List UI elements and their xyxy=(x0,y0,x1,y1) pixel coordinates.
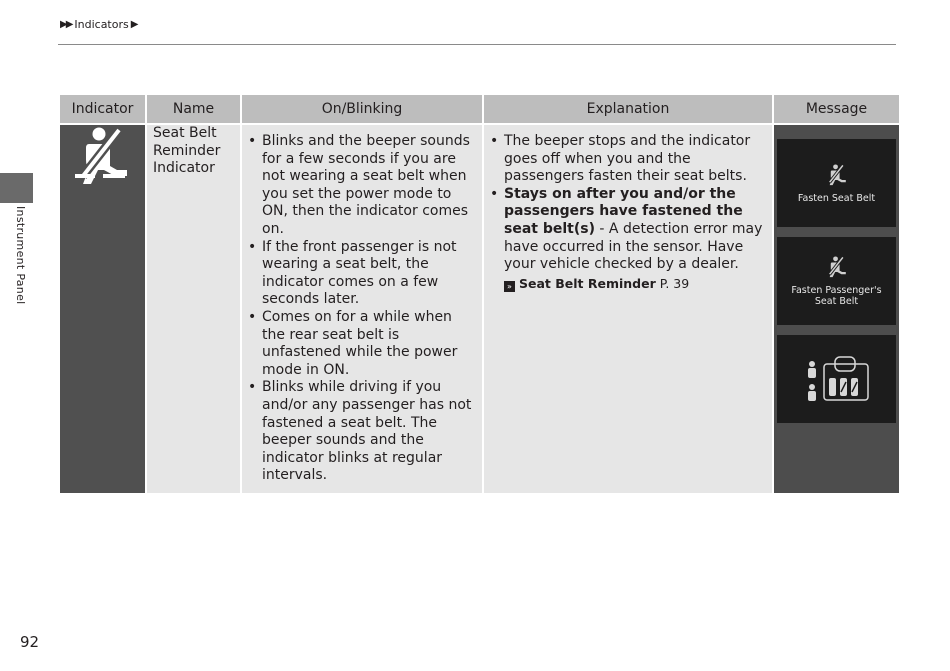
chapter-label: Instrument Panel xyxy=(14,206,27,305)
page-number: 92 xyxy=(20,633,40,651)
header-indicator: Indicator xyxy=(60,95,145,123)
seat-belt-status-icon xyxy=(802,354,872,404)
explanation-list xyxy=(488,133,764,274)
list-item xyxy=(488,186,764,274)
header-on-blinking: On/Blinking xyxy=(242,95,482,123)
list-item: • Blinks while driving if you and/or any passenger has not fastened a seat belt. The beeper sounds and the indicator blinks at regular intervals. xyxy=(246,379,474,485)
reference-arrow-icon: » xyxy=(504,281,515,292)
seat-belt-icon xyxy=(826,255,848,281)
message-text: Fasten Seat Belt xyxy=(797,192,876,204)
header-message: Message xyxy=(774,95,899,123)
message-cell xyxy=(774,125,899,493)
list-item: • The beeper stops and the indicator goes off when you and the passengers fasten their seat belts. xyxy=(488,133,764,186)
seat-belt-reminder-icon xyxy=(73,126,133,192)
breadcrumb-end-arrow: ▶ xyxy=(130,19,139,30)
breadcrumb-title[interactable]: Indicators xyxy=(74,18,129,31)
indicator-name-line: Reminder xyxy=(153,142,221,159)
explanation-bold: Stays on after you and/or the passengers have fastened the seat belt(s) xyxy=(504,185,743,237)
indicator-name-line: Seat Belt xyxy=(153,125,217,141)
cross-reference[interactable] xyxy=(488,275,764,293)
reference-title[interactable]: Seat Belt Reminder xyxy=(519,275,656,291)
indicator-name-cell xyxy=(147,125,240,493)
message-text-line: Seat Belt xyxy=(814,296,859,307)
message-screen-seat-belt-status xyxy=(777,335,896,423)
table-row xyxy=(60,125,899,493)
reference-page: P. 39 xyxy=(655,275,690,291)
list-item: • If the front passenger is not wearing a seat belt, the indicator comes on a few seconds later. xyxy=(246,239,474,309)
seat-belt-icon xyxy=(826,163,848,189)
indicator-name-line: Indicator xyxy=(153,160,215,177)
indicator-table xyxy=(58,95,901,493)
breadcrumb xyxy=(60,18,138,31)
on-blinking-list xyxy=(246,133,474,485)
explanation-rest: - A detection error may have occurred in the sensor. Have your vehicle checked by a dealer. xyxy=(504,220,763,273)
message-screen-fasten-seat-belt xyxy=(777,139,896,227)
table-header-row xyxy=(60,95,899,123)
header-name: Name xyxy=(147,95,240,123)
list-item: • Comes on for a while when the rear seat belt is unfastened while the power mode in ON. xyxy=(246,309,474,379)
header-explanation: Explanation xyxy=(484,95,772,123)
message-text xyxy=(791,285,881,307)
list-item: • Blinks and the beeper sounds for a few seconds if you are not wearing a seat belt when you set the power mode to ON, then the indicator comes on. xyxy=(246,133,474,239)
on-blinking-cell xyxy=(242,125,482,493)
indicator-cell xyxy=(60,125,145,493)
explanation-cell xyxy=(484,125,772,493)
header-divider xyxy=(58,44,896,45)
message-screen-fasten-passenger-seat-belt xyxy=(777,237,896,325)
message-text-line: Fasten Passenger's xyxy=(791,285,882,296)
chapter-tab xyxy=(0,173,33,203)
breadcrumb-arrows: ▶▶ xyxy=(60,19,72,30)
